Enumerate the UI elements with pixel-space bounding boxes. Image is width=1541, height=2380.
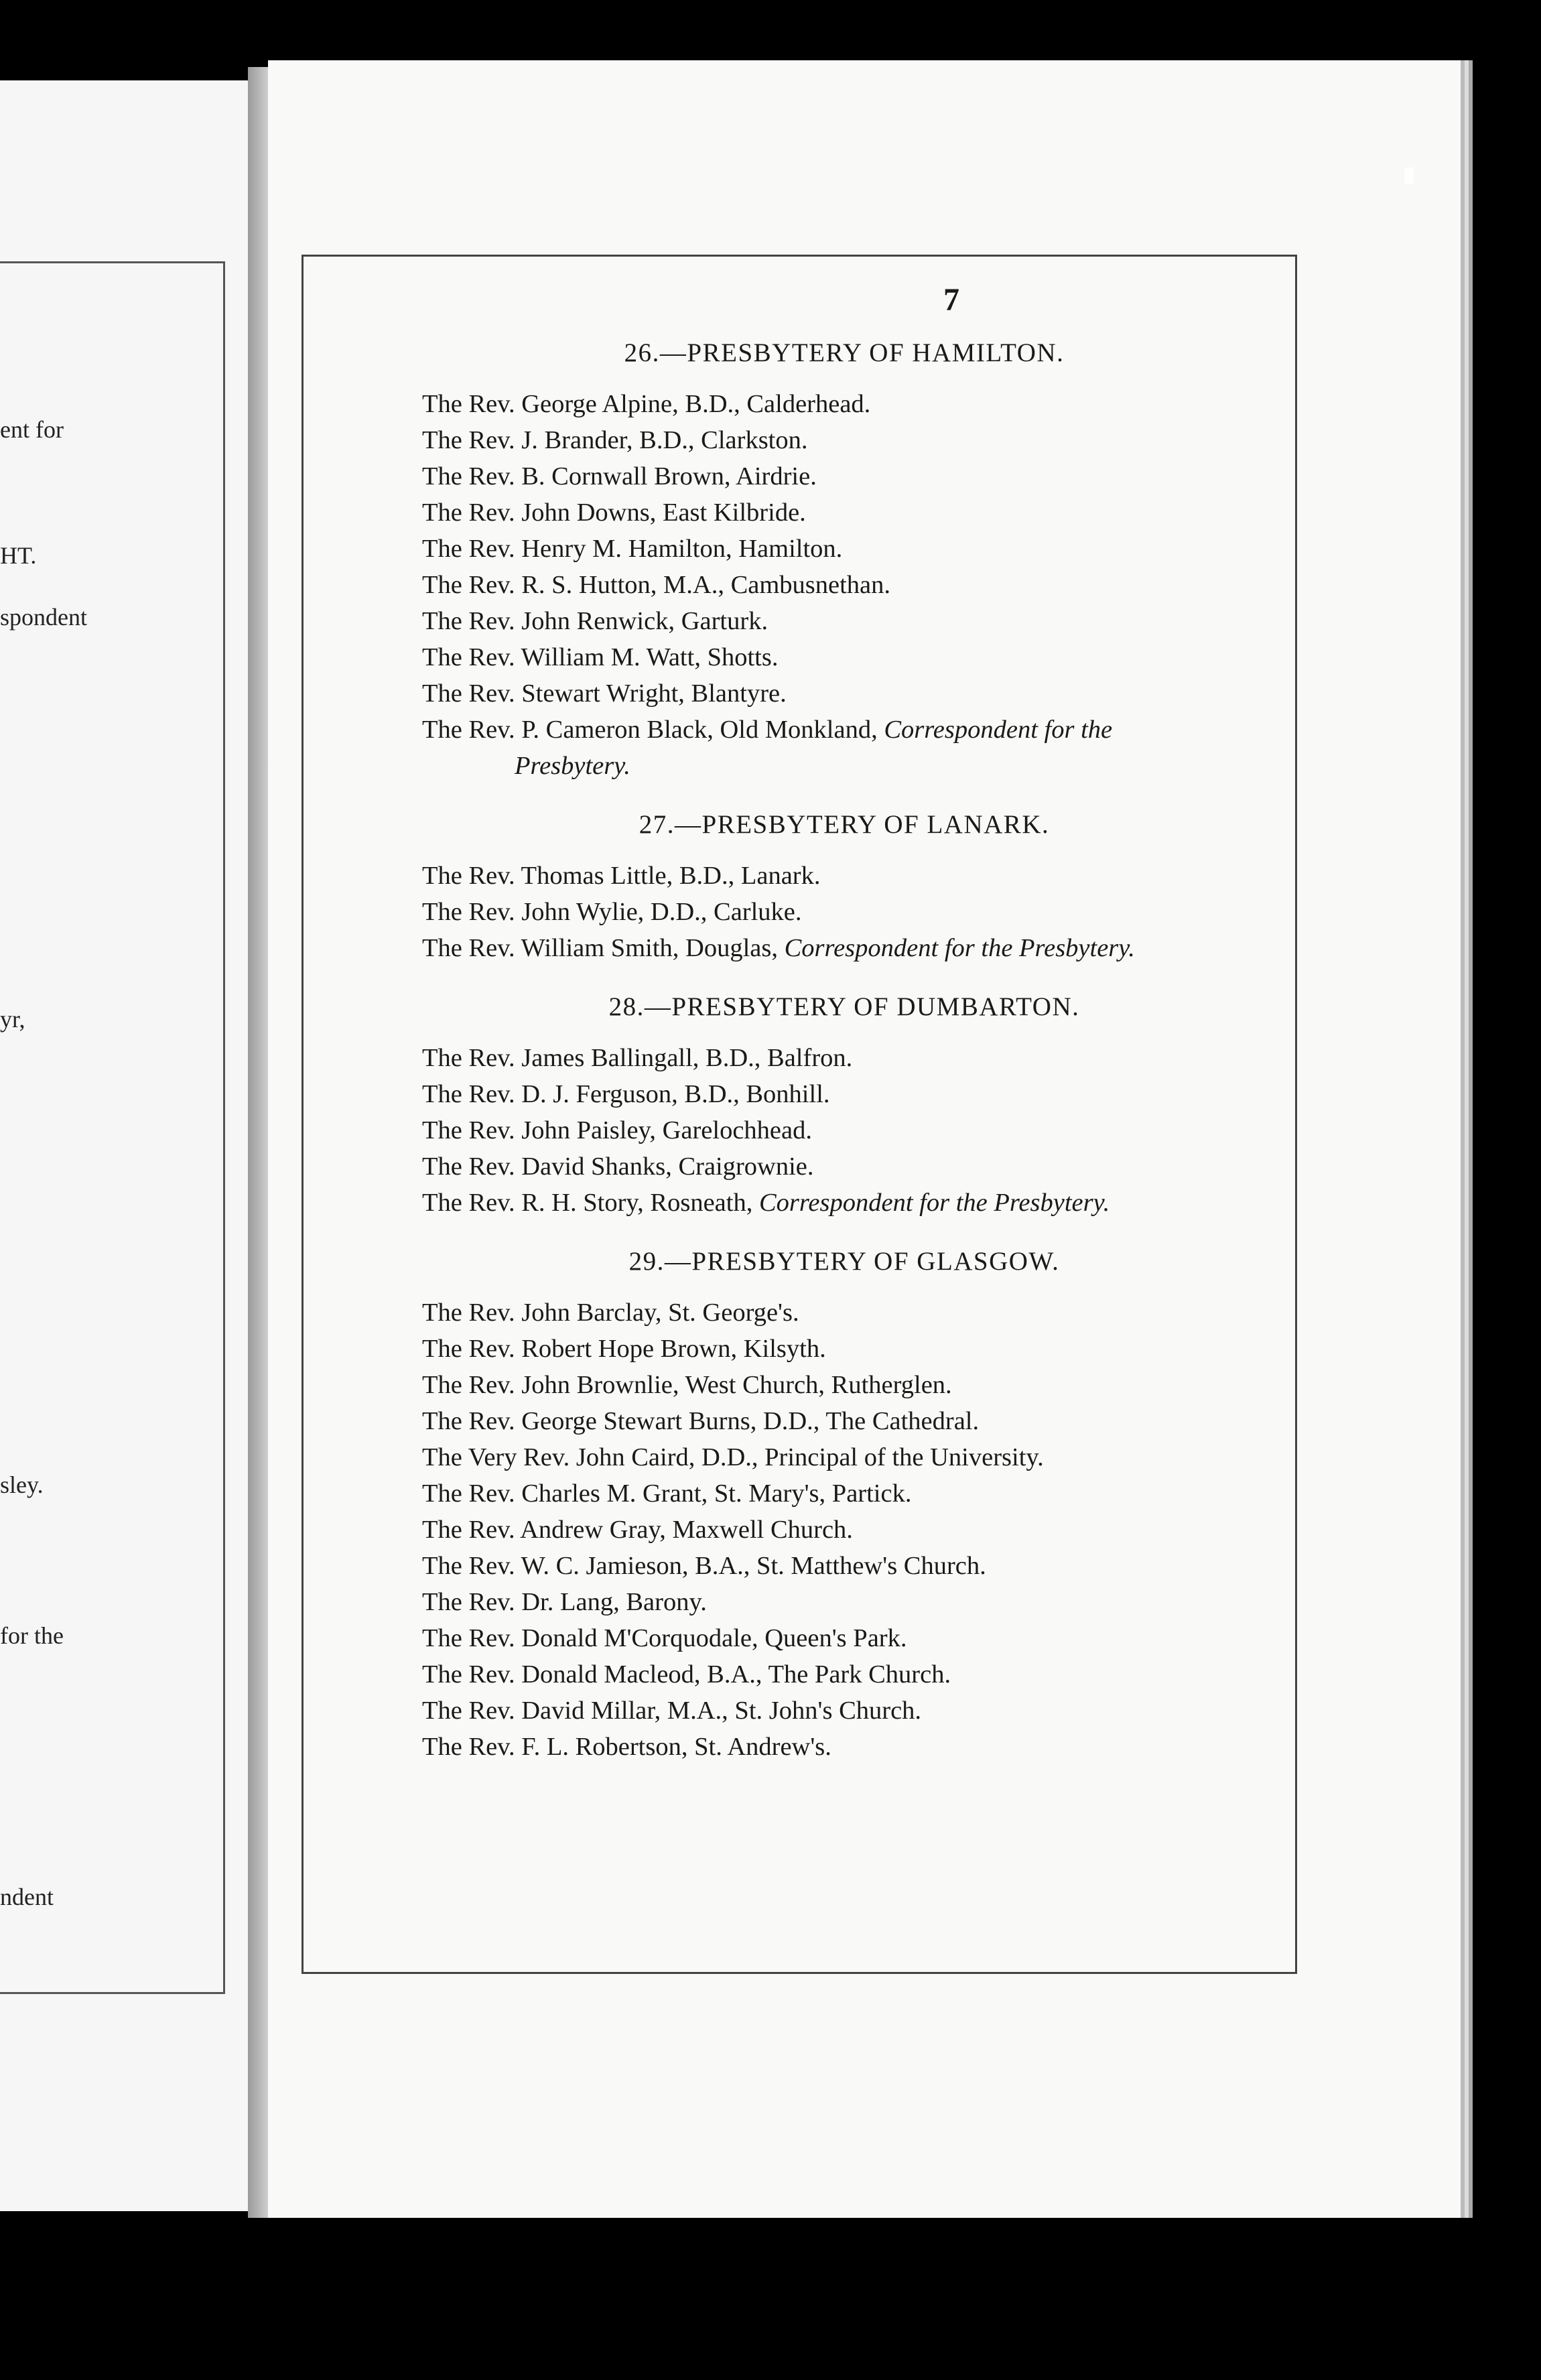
right-page [268,60,1461,2218]
minister-name: The Rev. D. J. Ferguson, B.D., Bonhill. [422,1080,830,1108]
minister-entry [422,894,1193,930]
minister-name: The Rev. John Renwick, Garturk. [422,607,768,635]
minister-entry [422,1656,1193,1693]
minister-entry [422,603,1193,639]
minister-entry [422,494,1193,531]
minister-entry [422,1185,1193,1221]
minister-entry [422,1620,1193,1656]
minister-name: The Very Rev. John Caird, D.D., Principal of the University. [422,1443,1044,1471]
minister-entry [422,1367,1193,1403]
minister-entry [422,1475,1193,1512]
left-page [0,80,255,2211]
minister-entry [422,1439,1193,1475]
minister-name: The Rev. William Smith, Douglas, [422,934,785,962]
minister-entry [422,639,1193,675]
left-page-frame [0,261,225,1994]
presbytery-section [422,989,1193,1221]
left-fragment: spondent [0,604,87,631]
minister-entry [422,712,1193,784]
minister-entry [422,1548,1193,1584]
minister-name: The Rev. Henry M. Hamilton, Hamilton. [422,535,843,563]
section-heading: 26.—PRESBYTERY OF HAMILTON. [624,338,1065,367]
minister-name: The Rev. J. Brander, B.D., Clarkston. [422,426,808,454]
minister-entry [422,1693,1193,1729]
presbytery-section [422,1244,1193,1765]
correspondent-role: Correspondent for the Presbytery. [784,934,1135,962]
minister-entry [422,1403,1193,1439]
presbytery-section [422,807,1193,966]
minister-name: The Rev. George Stewart Burns, D.D., The Cathedral. [422,1407,980,1435]
minister-name: The Rev. Robert Hope Brown, Kilsyth. [422,1335,826,1363]
page-number: 7 [943,282,959,318]
correspondent-role: Correspondent for the Presbytery. [758,1189,1110,1217]
minister-name: The Rev. B. Cornwall Brown, Airdrie. [422,462,817,490]
minister-name: The Rev. George Alpine, B.D., Calderhead. [422,390,871,418]
minister-name: The Rev. Andrew Gray, Maxwell Church. [422,1516,853,1544]
minister-name: The Rev. John Wylie, D.D., Carluke. [422,898,802,926]
section-heading: 29.—PRESBYTERY OF GLASGOW. [628,1247,1060,1276]
left-fragment: yr, [0,1006,25,1033]
minister-entry [422,1331,1193,1367]
minister-name: The Rev. R. H. Story, Rosneath, [422,1189,759,1217]
presbytery-list [422,335,1193,1788]
left-fragment: HT. [0,542,37,569]
minister-name: The Rev. P. Cameron Black, Old Monkland, [422,716,884,744]
minister-entry [422,930,1193,966]
minister-entry [422,1076,1193,1112]
left-fragment: ndent [0,1883,54,1910]
left-fragment: sley. [0,1471,44,1498]
presbytery-section [422,335,1193,784]
left-fragment: ent for [0,416,64,443]
minister-name: The Rev. W. C. Jamieson, B.A., St. Matthew's Church. [422,1552,986,1580]
minister-name: The Rev. Donald M'Corquodale, Queen's Park. [422,1624,907,1652]
minister-entry [422,1148,1193,1185]
section-heading: 28.—PRESBYTERY OF DUMBARTON. [608,992,1080,1021]
minister-entry [422,386,1193,422]
minister-entry [422,1295,1193,1331]
minister-name: The Rev. John Paisley, Garelochhead. [422,1116,812,1144]
minister-entry [422,1040,1193,1076]
minister-name: The Rev. R. S. Hutton, M.A., Cambusnethan. [422,571,891,599]
minister-name: The Rev. Donald Macleod, B.A., The Park Church. [422,1660,951,1689]
section-heading: 27.—PRESBYTERY OF LANARK. [639,810,1050,839]
correspondent-role: Correspondent for the Presbytery. [515,716,1113,780]
minister-name: The Rev. John Barclay, St. George's. [422,1299,799,1327]
minister-name: The Rev. Charles M. Grant, St. Mary's, Partick. [422,1479,912,1508]
minister-name: The Rev. David Shanks, Craigrownie. [422,1152,814,1181]
minister-entry [422,458,1193,494]
minister-name: The Rev. John Brownlie, West Church, Rutherglen. [422,1371,952,1399]
minister-name: The Rev. Thomas Little, B.D., Lanark. [422,862,821,890]
edge-mark [1404,168,1414,184]
minister-name: The Rev. Stewart Wright, Blantyre. [422,679,787,708]
minister-entry [422,1584,1193,1620]
minister-entry [422,858,1193,894]
minister-name: The Rev. Dr. Lang, Barony. [422,1588,707,1616]
left-fragment: for the [0,1622,64,1649]
minister-entry [422,1112,1193,1148]
minister-name: The Rev. William M. Watt, Shotts. [422,643,779,671]
minister-entry [422,567,1193,603]
minister-entry [422,675,1193,712]
minister-name: The Rev. James Ballingall, B.D., Balfron. [422,1044,853,1072]
minister-name: The Rev. John Downs, East Kilbride. [422,499,806,527]
minister-entry [422,1512,1193,1548]
minister-name: The Rev. F. L. Robertson, St. Andrew's. [422,1733,831,1761]
minister-name: The Rev. David Millar, M.A., St. John's Church. [422,1697,922,1725]
minister-entry [422,531,1193,567]
minister-entry [422,1729,1193,1765]
minister-entry [422,422,1193,458]
